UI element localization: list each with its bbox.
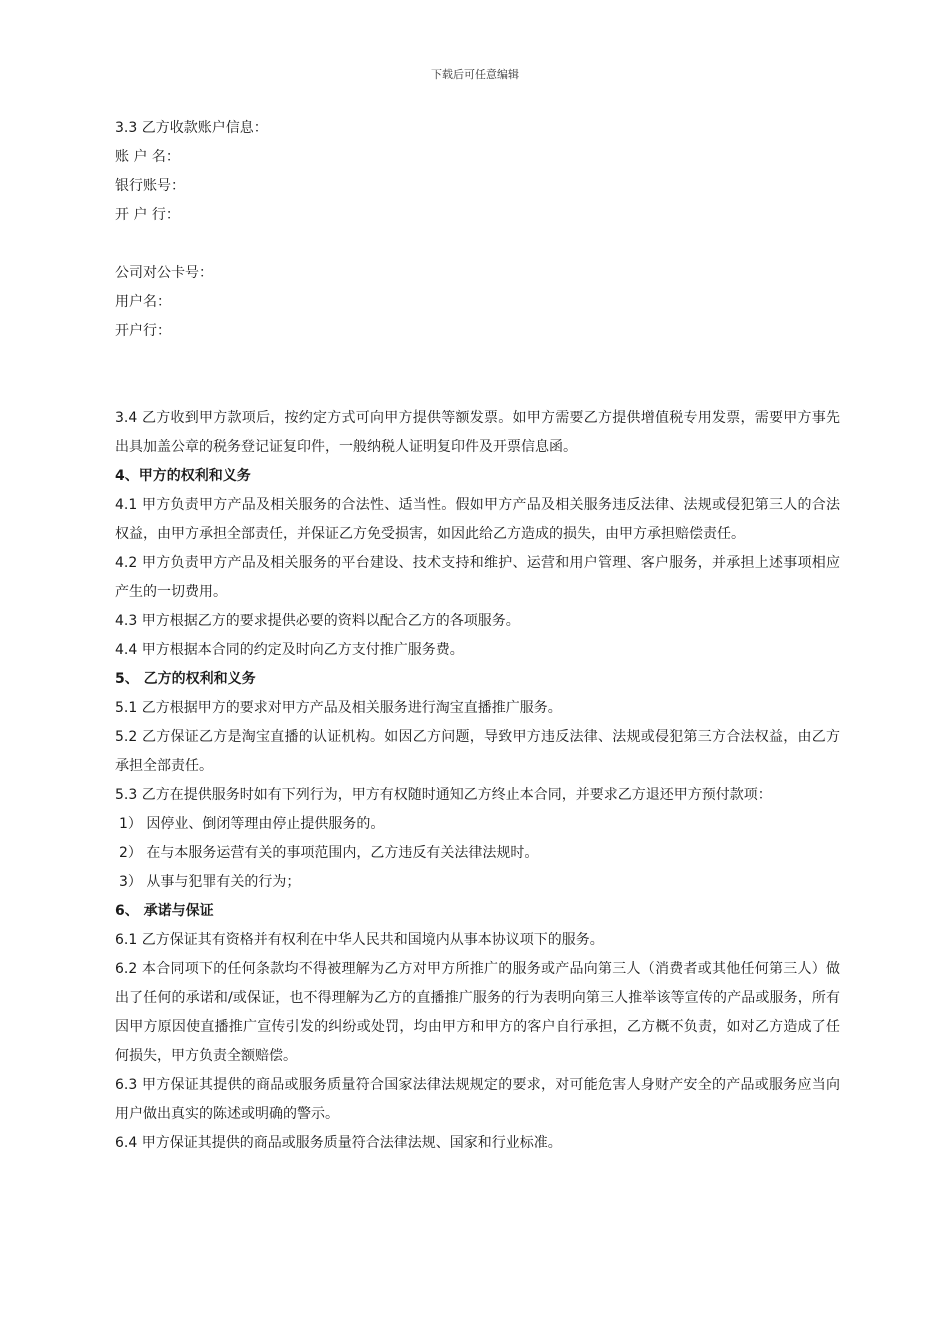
- bank-label: 开 户 行：: [115, 207, 180, 223]
- user-name-label: 用户名：: [115, 294, 171, 310]
- spacer: [115, 230, 840, 259]
- list-item: 3） 从事与犯罪有关的行为；: [119, 874, 301, 890]
- corp-card-label: 公司对公卡号：: [115, 265, 213, 281]
- clause-4-1: 4.1 甲方负责甲方产品及相关服务的合法性、适当性。假如甲方产品及相关服务违反法律、法规或侵犯第三人的合法权益，由甲方承担全部责任，并保证乙方免受损害，如因此给乙方造成的损失，由甲方承担赔偿责任。: [115, 497, 840, 542]
- clause-5-1: 5.1 乙方根据甲方的要求对甲方产品及相关服务进行淘宝直播推广服务。: [115, 700, 562, 716]
- list-item: 1） 因停业、倒闭等理由停止提供服务的。: [119, 816, 385, 832]
- bank-account-label: 银行账号：: [115, 178, 185, 194]
- clause-3-4: 3.4 乙方收到甲方款项后，按约定方式可向甲方提供等额发票。如甲方需要乙方提供增值税专用发票，需要甲方事先出具加盖公章的税务登记证复印件，一般纳税人证明复印件及开票信息函。: [115, 410, 840, 455]
- clause-6-2: 6.2 本合同项下的任何条款均不得被理解为乙方对甲方所推广的服务或产品向第三人（消费者或其他任何第三人）做出了任何的承诺和/或保证，也不得理解为乙方的直播推广服务的行为表明向第三人推举该等宣传的产品或服务，所有因甲方原因使直播推广宣传引发的纠纷或处罚，均由甲方和甲方的客户自行承担，乙方概不负责，如对乙方造成了任何损失，甲方负责全额赔偿。: [115, 961, 840, 1064]
- list-item: 2） 在与本服务运营有关的事项范围内，乙方违反有关法律法规时。: [119, 845, 539, 861]
- clause-6-1: 6.1 乙方保证其有资格并有权利在中华人民共和国境内从事本协议项下的服务。: [115, 932, 604, 948]
- document-body: [115, 114, 840, 1158]
- clause-6-3: 6.3 甲方保证其提供的商品或服务质量符合国家法律法规规定的要求，对可能危害人身财产安全的产品或服务应当向用户做出真实的陈述或明确的警示。: [115, 1077, 840, 1122]
- section-6-heading: 6、 承诺与保证: [115, 903, 214, 919]
- clause-4-4: 4.4 甲方根据本合同的约定及时向乙方支付推广服务费。: [115, 642, 464, 658]
- clause-4-2: 4.2 甲方负责甲方产品及相关服务的平台建设、技术支持和维护、运营和用户管理、客户服务，并承担上述事项相应产生的一切费用。: [115, 555, 840, 600]
- section-4-heading: 4、甲方的权利和义务: [115, 468, 251, 484]
- clause-4-3: 4.3 甲方根据乙方的要求提供必要的资料以配合乙方的各项服务。: [115, 613, 520, 629]
- page-header-note: 下载后可任意编辑: [431, 68, 519, 81]
- clause-5-3: 5.3 乙方在提供服务时如有下列行为，甲方有权随时通知乙方终止本合同，并要求乙方退还甲方预付款项：: [115, 787, 772, 803]
- corp-bank-label: 开户行：: [115, 323, 171, 339]
- section-5-heading: 5、 乙方的权利和义务: [115, 671, 256, 687]
- account-info-title: 3.3 乙方收款账户信息：: [115, 120, 268, 136]
- clause-6-4: 6.4 甲方保证其提供的商品或服务质量符合法律法规、国家和行业标准。: [115, 1135, 562, 1151]
- account-name-label: 账 户 名：: [115, 149, 180, 165]
- spacer: [115, 346, 840, 404]
- clause-5-2: 5.2 乙方保证乙方是淘宝直播的认证机构。如因乙方问题，导致甲方违反法律、法规或侵犯第三方合法权益，由乙方承担全部责任。: [115, 729, 840, 774]
